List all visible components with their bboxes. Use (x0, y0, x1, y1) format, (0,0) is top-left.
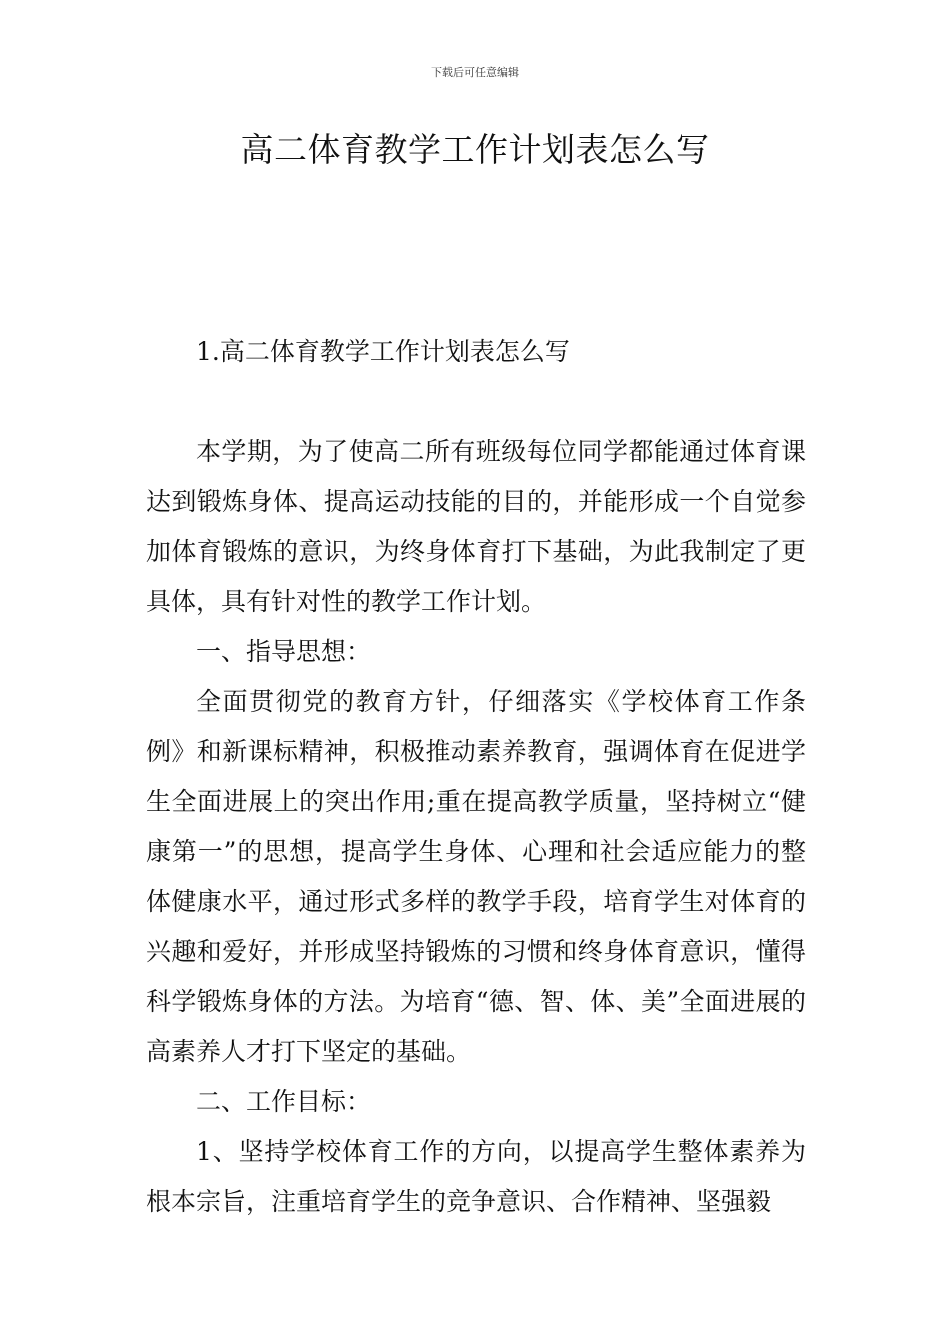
document-title: 高二体育教学工作计划表怎么写 (240, 130, 710, 169)
header-note: 下载后可任意编辑 (431, 66, 519, 79)
paragraph-intro: 本学期，为了使高二所有班级每位同学都能通过体育课达到锻炼身体、提高运动技能的目的，并能形成一个自觉参加体育锻炼的意识，为终身体育打下基础，为此我制定了更具体，具有针对性的教学工作计划。 (146, 437, 806, 616)
paragraph-guiding-ideology: 全面贯彻党的教育方针，仔细落实《学校体育工作条例》和新课标精神，积极推动素养教育，强调体育在促进学生全面进展上的突出作用;重在提高教学质量，坚持树立“健康第一”的思想，提高学生身体、心理和社会适应能力的整体健康水平，通过形式多样的教学手段，培育学生对体育的兴趣和爱好，并形成坚持锻炼的习惯和终身体育意识，懂得科学锻炼身体的方法。为培育“德、智、体、美”全面进展的高素养人才打下坚定的基础。 (146, 687, 806, 1066)
section-heading: 1.高二体育教学工作计划表怎么写 (196, 337, 570, 366)
heading-work-goals: 二、工作目标： (196, 1087, 372, 1116)
document-body (146, 327, 806, 1227)
paragraph-goal-1: 1、坚持学校体育工作的方向，以提高学生整体素养为根本宗旨，注重培育学生的竞争意识、合作精神、坚强毅 (146, 1137, 806, 1216)
heading-guiding-ideology: 一、指导思想： (196, 637, 372, 666)
